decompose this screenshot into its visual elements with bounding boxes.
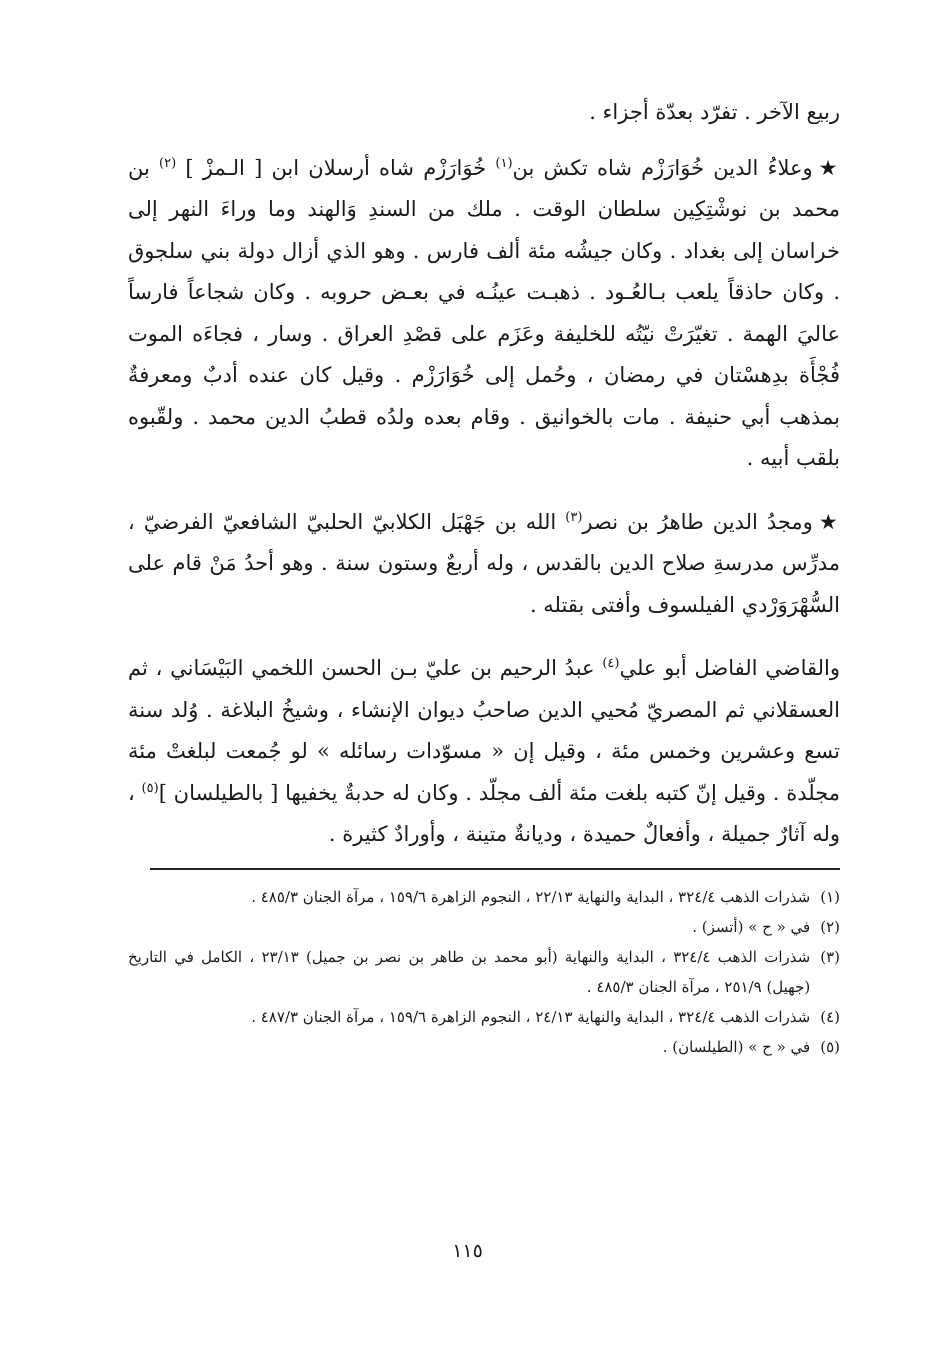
paragraph-text: والقاضي الفاضل أبو علي bbox=[619, 656, 840, 680]
footnote-reference: (٤) bbox=[602, 656, 620, 671]
paragraph bbox=[128, 502, 840, 627]
paragraph-text: وعلاءُ الدين خُوَارَزْم شاه تكش بن bbox=[512, 155, 813, 180]
footnote-number: (٥) bbox=[820, 1037, 840, 1056]
footnote-divider bbox=[150, 868, 840, 870]
star-bullet-icon: ★ bbox=[818, 155, 841, 180]
paragraph-text: الله بن جَهْبَل الكلابيّ الحلبيّ الشافعيّ الفرضيّ ، مدرِّس مدرسةِ صلاح الدين بالقدس ، وله أربعٌ وستون سنة . وهو أحدُ مَنْ قام على السُّهْرَوَرْدي الفيلسوف وأفتى بقتله . bbox=[128, 509, 840, 617]
page-number: ١١٥ bbox=[452, 1240, 483, 1262]
footnote-reference: (٣) bbox=[565, 509, 583, 525]
paragraph-text: بن محمد بن نوشْتِكِين سلطان الوقت . ملك من السندِ وَالهند وما وراءَ النهر إلى خراسان إلى بغداد . وكان جيشُه مئة ألف فارس . وهو الذي أزال دولة بني سلجوق . وكان حاذقاً يلعب بـالعُـود . ذهبـت عينُـه في بعـض حروبه . وكان شجاعاً فارساً عاليَ الهمة . تغيّرَتْ نيّتُه للخليفة وعَزَم على قصْدِ العراق . وسار ، فجاءَه الموت فُجْأَة بدِهسْتان في رمضان ، وحُمل إلى خُوَارَزْم . وقيل كان عنده أدبٌ ومعرفةٌ بمذهب أبي حنيفة . مات بالخوانيق . وقام بعده ولدُه قطبُ الدين محمد . ولقّبوه بلقب أبيه . bbox=[128, 155, 840, 470]
footnotes bbox=[128, 882, 840, 1062]
paragraph bbox=[128, 92, 840, 134]
footnote-text: شذرات الذهب ٣٢٤/٤ ، البداية والنهاية (أبو محمد بن طاهر بن نصر بن جميل) ٢٣/١٣ ، الكامل في التاريخ (جهيل) ٢٥١/٩ ، مرآة الجنان ٤٨٥/٣ . bbox=[128, 947, 811, 996]
footnote-number: (١) bbox=[820, 887, 840, 906]
footnote-number: (٣) bbox=[820, 947, 840, 966]
footnote bbox=[128, 912, 840, 942]
paragraph-text: عبدُ الرحيم بن عليّ بـن الحسن اللخمي البَيْسَاني ، ثم العسقلاني ثم المصريّ مُحيي الدين صاحبُ ديوان الإنشاء ، وشيخُ البلاغة . وُلد سنة تسع وعشرين وخمس مئة ، وقيل إن « مسوّدات رسائله » لو جُمعت لبلغتْ مئة مجلّدة . وقيل إنّ كتبه بلغت مئة ألف مجلّد . وكان له حدبةٌ يخفيها [ بالطيلسان ] bbox=[128, 656, 841, 805]
body-text bbox=[128, 92, 840, 856]
paragraph-text: ربيع الآخر . تفرّد بعدّة أجزاء . bbox=[589, 100, 840, 124]
footnote-reference: (١) bbox=[495, 155, 513, 171]
footnote bbox=[128, 882, 840, 912]
paragraph-text: ، وله آثارٌ جميلة ، وأفعالٌ حميدة ، وديانةٌ متينة ، وأورادٌ كثيرة . bbox=[128, 780, 840, 846]
paragraph bbox=[128, 148, 840, 480]
footnote bbox=[128, 1032, 840, 1062]
footnote-text: شذرات الذهب ٣٢٤/٤ ، البداية والنهاية ٢٢/١٣ ، النجوم الزاهرة ١٥٩/٦ ، مرآة الجنان ٤٨٥/٣ . bbox=[251, 887, 811, 906]
paragraph bbox=[128, 648, 840, 856]
footnote bbox=[128, 1002, 840, 1032]
footnote-text: في « ح » (الطيلسان) . bbox=[662, 1037, 811, 1056]
footnote bbox=[128, 942, 840, 1002]
footnote-reference: (٥) bbox=[141, 780, 159, 796]
star-bullet-icon: ★ bbox=[818, 509, 840, 534]
footnote-number: (٢) bbox=[820, 917, 840, 936]
footnote-text: في « ح » (أتسز) . bbox=[692, 917, 811, 936]
footnote-number: (٤) bbox=[820, 1007, 840, 1026]
book-page bbox=[128, 92, 840, 1322]
footnote-reference: (٢) bbox=[159, 155, 177, 171]
paragraph-text: خُوَارَزْم شاه أرسلان ابن [ الـمزْ ] bbox=[176, 155, 496, 180]
paragraph-text: ومجدُ الدين طاهرُ بن نصر bbox=[582, 509, 813, 534]
footnote-text: شذرات الذهب ٣٢٤/٤ ، البداية والنهاية ٢٤/١٣ ، النجوم الزاهرة ١٥٩/٦ ، مرآة الجنان ٤٨٧/٣ . bbox=[251, 1007, 811, 1026]
